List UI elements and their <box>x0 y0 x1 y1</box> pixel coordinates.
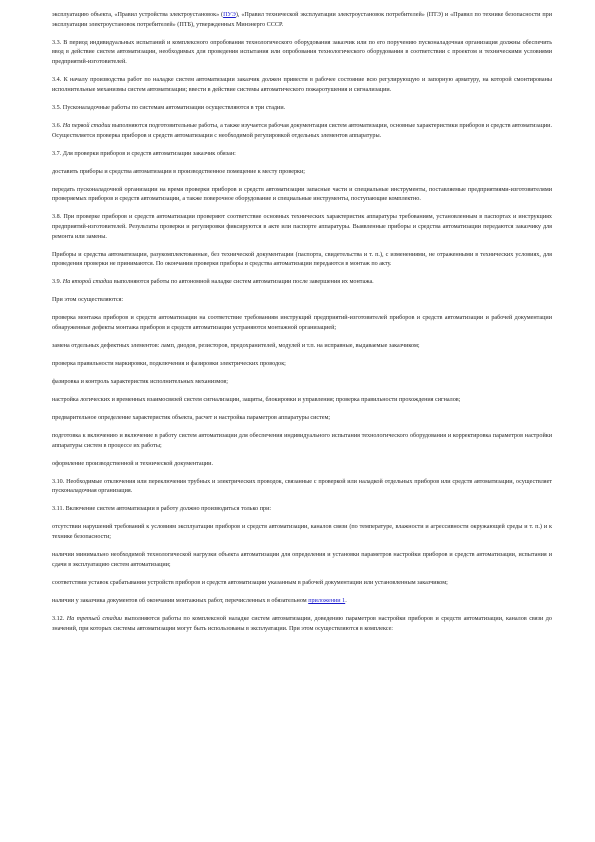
paragraph-text: отсутствии нарушений требований к условиям эксплуатации приборов и средств автоматизации, каналов связи (по температуре, влажности и агрессивности окружающей среды и т. п.) и к технике безопасности; <box>52 524 552 541</box>
paragraph-text: проверка монтажа приборов и средств автоматизации на соответствие требованиям инструкций предприятий-изготовителей приборов и средств автоматизации и рабочей документации обнаруженные дефекты монтажа приборов и средств автоматизации устраняются монтажной организацией; <box>52 315 552 332</box>
paragraph <box>52 551 552 570</box>
paragraph <box>52 11 552 30</box>
paragraph <box>52 360 552 370</box>
document-page <box>52 11 552 643</box>
paragraph-text: доставить приборы и средства автоматизации в производственное помещение к месту проверки; <box>52 168 305 175</box>
paragraph <box>52 39 552 68</box>
paragraph-text: Пусконаладочные работы по системам автоматизации осуществляются в три стадии. <box>62 104 286 111</box>
stage-label: На третьей стадии <box>66 615 122 622</box>
paragraph-text: Включение систем автоматизации в работу должно производиться только при: <box>65 506 272 513</box>
paragraph <box>52 186 552 205</box>
paragraph-text: наличии у заказчика документов об окончании монтажных работ, перечисленных в обязательном <box>52 597 309 604</box>
paragraph <box>52 168 552 178</box>
paragraph <box>52 478 552 497</box>
paragraph-text: Приборы и средства автоматизации, разукомплектованные, без технической документации (паспорта, свидетельства и т. п.), с изменениями, не отраженными в технических условиях, для проведения проверки не принимаются. По окончании проверки приборы и средства автоматизации передаются в монтаж по акту. <box>52 251 552 268</box>
clause-number: 3.8. <box>52 214 62 221</box>
stage-label: На первой стадии <box>62 122 111 129</box>
paragraph-text: выполняются работы по автономной наладке систем автоматизации после завершения их монтажа. <box>113 279 374 286</box>
paragraph <box>52 104 552 114</box>
paragraph-text: В период индивидуальных испытаний и комплексного опробования технологического оборудования заказчик или по его поручению пусконаладочная организация должны обеспечить ввод в действие систем автоматизации, необходимых для проведения испытания или опробования технологического оборудования в соответствии с проектом и техническими условиями предприятий-изготовителей. <box>52 39 552 66</box>
paragraph <box>52 414 552 424</box>
paragraph-text: оформление производственной и технической документации. <box>52 460 213 467</box>
clause-number: 3.6. <box>52 122 62 129</box>
paragraph-text: ), «Правил технической эксплуатации электроустановок потребителей» (ПТЭ) и «Правил по технике безопасности при эксплуатации электроустановок потребителей» (ПТБ), утвержденных Минэнерго СССР. <box>52 12 552 28</box>
paragraph-text: соответствии уставок срабатывания устройств приборов и средств автоматизации указанным в рабочей документации или установленным заказчиком; <box>52 579 448 586</box>
clause-number: 3.11. <box>52 506 65 513</box>
document-link[interactable]: приложении 1 <box>308 597 346 604</box>
paragraph <box>52 460 552 470</box>
paragraph-text: замена отдельных дефектных элементов: ламп, диодов, резисторов, предохранителей, модулей и т.п. на исправные, выдаваемые заказчиком; <box>52 343 420 350</box>
paragraph <box>52 314 552 333</box>
paragraph-text: Для проверки приборов и средств автоматизации заказчик обязан: <box>62 150 236 157</box>
paragraph-text: Необходимые отключения или переключения трубных и электрических проводок, связанные с проверкой или наладкой отдельных приборов или средств автоматизации, осуществляет пусконаладочная организация. <box>52 478 552 495</box>
paragraph <box>52 579 552 589</box>
paragraph <box>52 122 552 141</box>
paragraph <box>52 523 552 542</box>
clause-number: 3.4. <box>52 77 62 84</box>
paragraph-text: выполняются подготовительные работы, а также изучается рабочая документация систем автоматизации, основные характеристики приборов и средств автоматизации. Осуществляется проверка приборов и средств автоматизации с необходимой регулировкой отдельных элементов аппаратуры. <box>52 122 552 139</box>
paragraph <box>52 597 552 607</box>
paragraph <box>52 615 552 634</box>
paragraph-text: предварительное определение характеристик объекта, расчет и настройка параметров аппаратуры систем; <box>52 415 331 422</box>
paragraph-text: фазировка и контроль характеристик исполнительных механизмов; <box>52 379 228 386</box>
paragraph-text: При проверке приборов и средств автоматизации проверяют соответствие основных технических характеристик аппаратуры требованиям, установленным в паспортах и инструкциях предприятий-изготовителей. Результаты проверки и регулировки фиксируются в акте или паспорте аппаратуры. Выявленные приборы и средства автоматизации передаются заказчику для ремонта или замены. <box>52 214 552 240</box>
paragraph <box>52 378 552 388</box>
paragraph <box>52 278 552 288</box>
paragraph-text: наличии минимально необходимой технологической нагрузки объекта автоматизации для определения и установки параметров настройки приборов и средств автоматизации, испытания и сдачи в эксплуатацию систем автоматизации; <box>52 552 552 568</box>
paragraph-text: настройка логических и временных взаимосвязей систем сигнализации, защиты, блокировки и управления; проверка правильности прохождения сигналов; <box>52 397 461 404</box>
paragraph-text: проверка правильности маркировки, подключения и фазировки электрических проводок; <box>52 361 286 368</box>
clause-number: 3.7. <box>52 150 62 157</box>
paragraph <box>52 150 552 160</box>
clause-number: 3.10. <box>52 478 65 485</box>
clause-number: 3.9. <box>52 279 62 286</box>
document-link[interactable]: ПУЭ <box>223 12 236 18</box>
paragraph-text: . <box>345 597 347 604</box>
paragraph <box>52 251 552 270</box>
paragraph-text: подготовка к включению и включение в работу систем автоматизации для обеспечения индивидуального испытания технологического оборудования и корректировка параметров настройки аппаратуры систем в процессе их работы; <box>52 433 552 449</box>
paragraph-text: выполняются работы по комплексной наладке систем автоматизации, доведению параметров настройки приборов и средств автоматизации, каналов связи до значений, при которых системы автоматизации могут быть использованы в эксплуатации. При этом осуществляются в комплексе: <box>52 615 552 632</box>
clause-number: 3.12. <box>52 615 65 622</box>
paragraph <box>52 342 552 352</box>
paragraph-text: При этом осуществляются: <box>52 297 124 304</box>
paragraph <box>52 432 552 451</box>
stage-label: На второй стадии <box>62 279 113 286</box>
paragraph <box>52 296 552 306</box>
paragraph <box>52 505 552 515</box>
paragraph <box>52 396 552 406</box>
clause-number: 3.3. <box>52 39 62 46</box>
paragraph-text: передать пусконаладочной организации на время проверки приборов и средств автоматизации запасные части и специальные инструменты, поставляемые предприятиями-изготовителями проверяемых приборов и средств автоматизации, а также поверочное оборудование и специальные инструменты, поступающие комплектно. <box>52 186 552 203</box>
paragraph-text: К началу производства работ по наладке систем автоматизации заказчик должен привести в рабочее состояние всю регулирующую и запорную арматуру, на которой смонтированы исполнительные механизмы систем автоматизации; ввести в действие системы автоматического пожаротушения и сигнализации. <box>52 77 552 93</box>
paragraph-text: эксплуатацию объекта, «Правил устройства электроустановок» ( <box>52 12 224 18</box>
clause-number: 3.5. <box>52 104 62 111</box>
paragraph <box>52 213 552 242</box>
paragraph <box>52 76 552 95</box>
